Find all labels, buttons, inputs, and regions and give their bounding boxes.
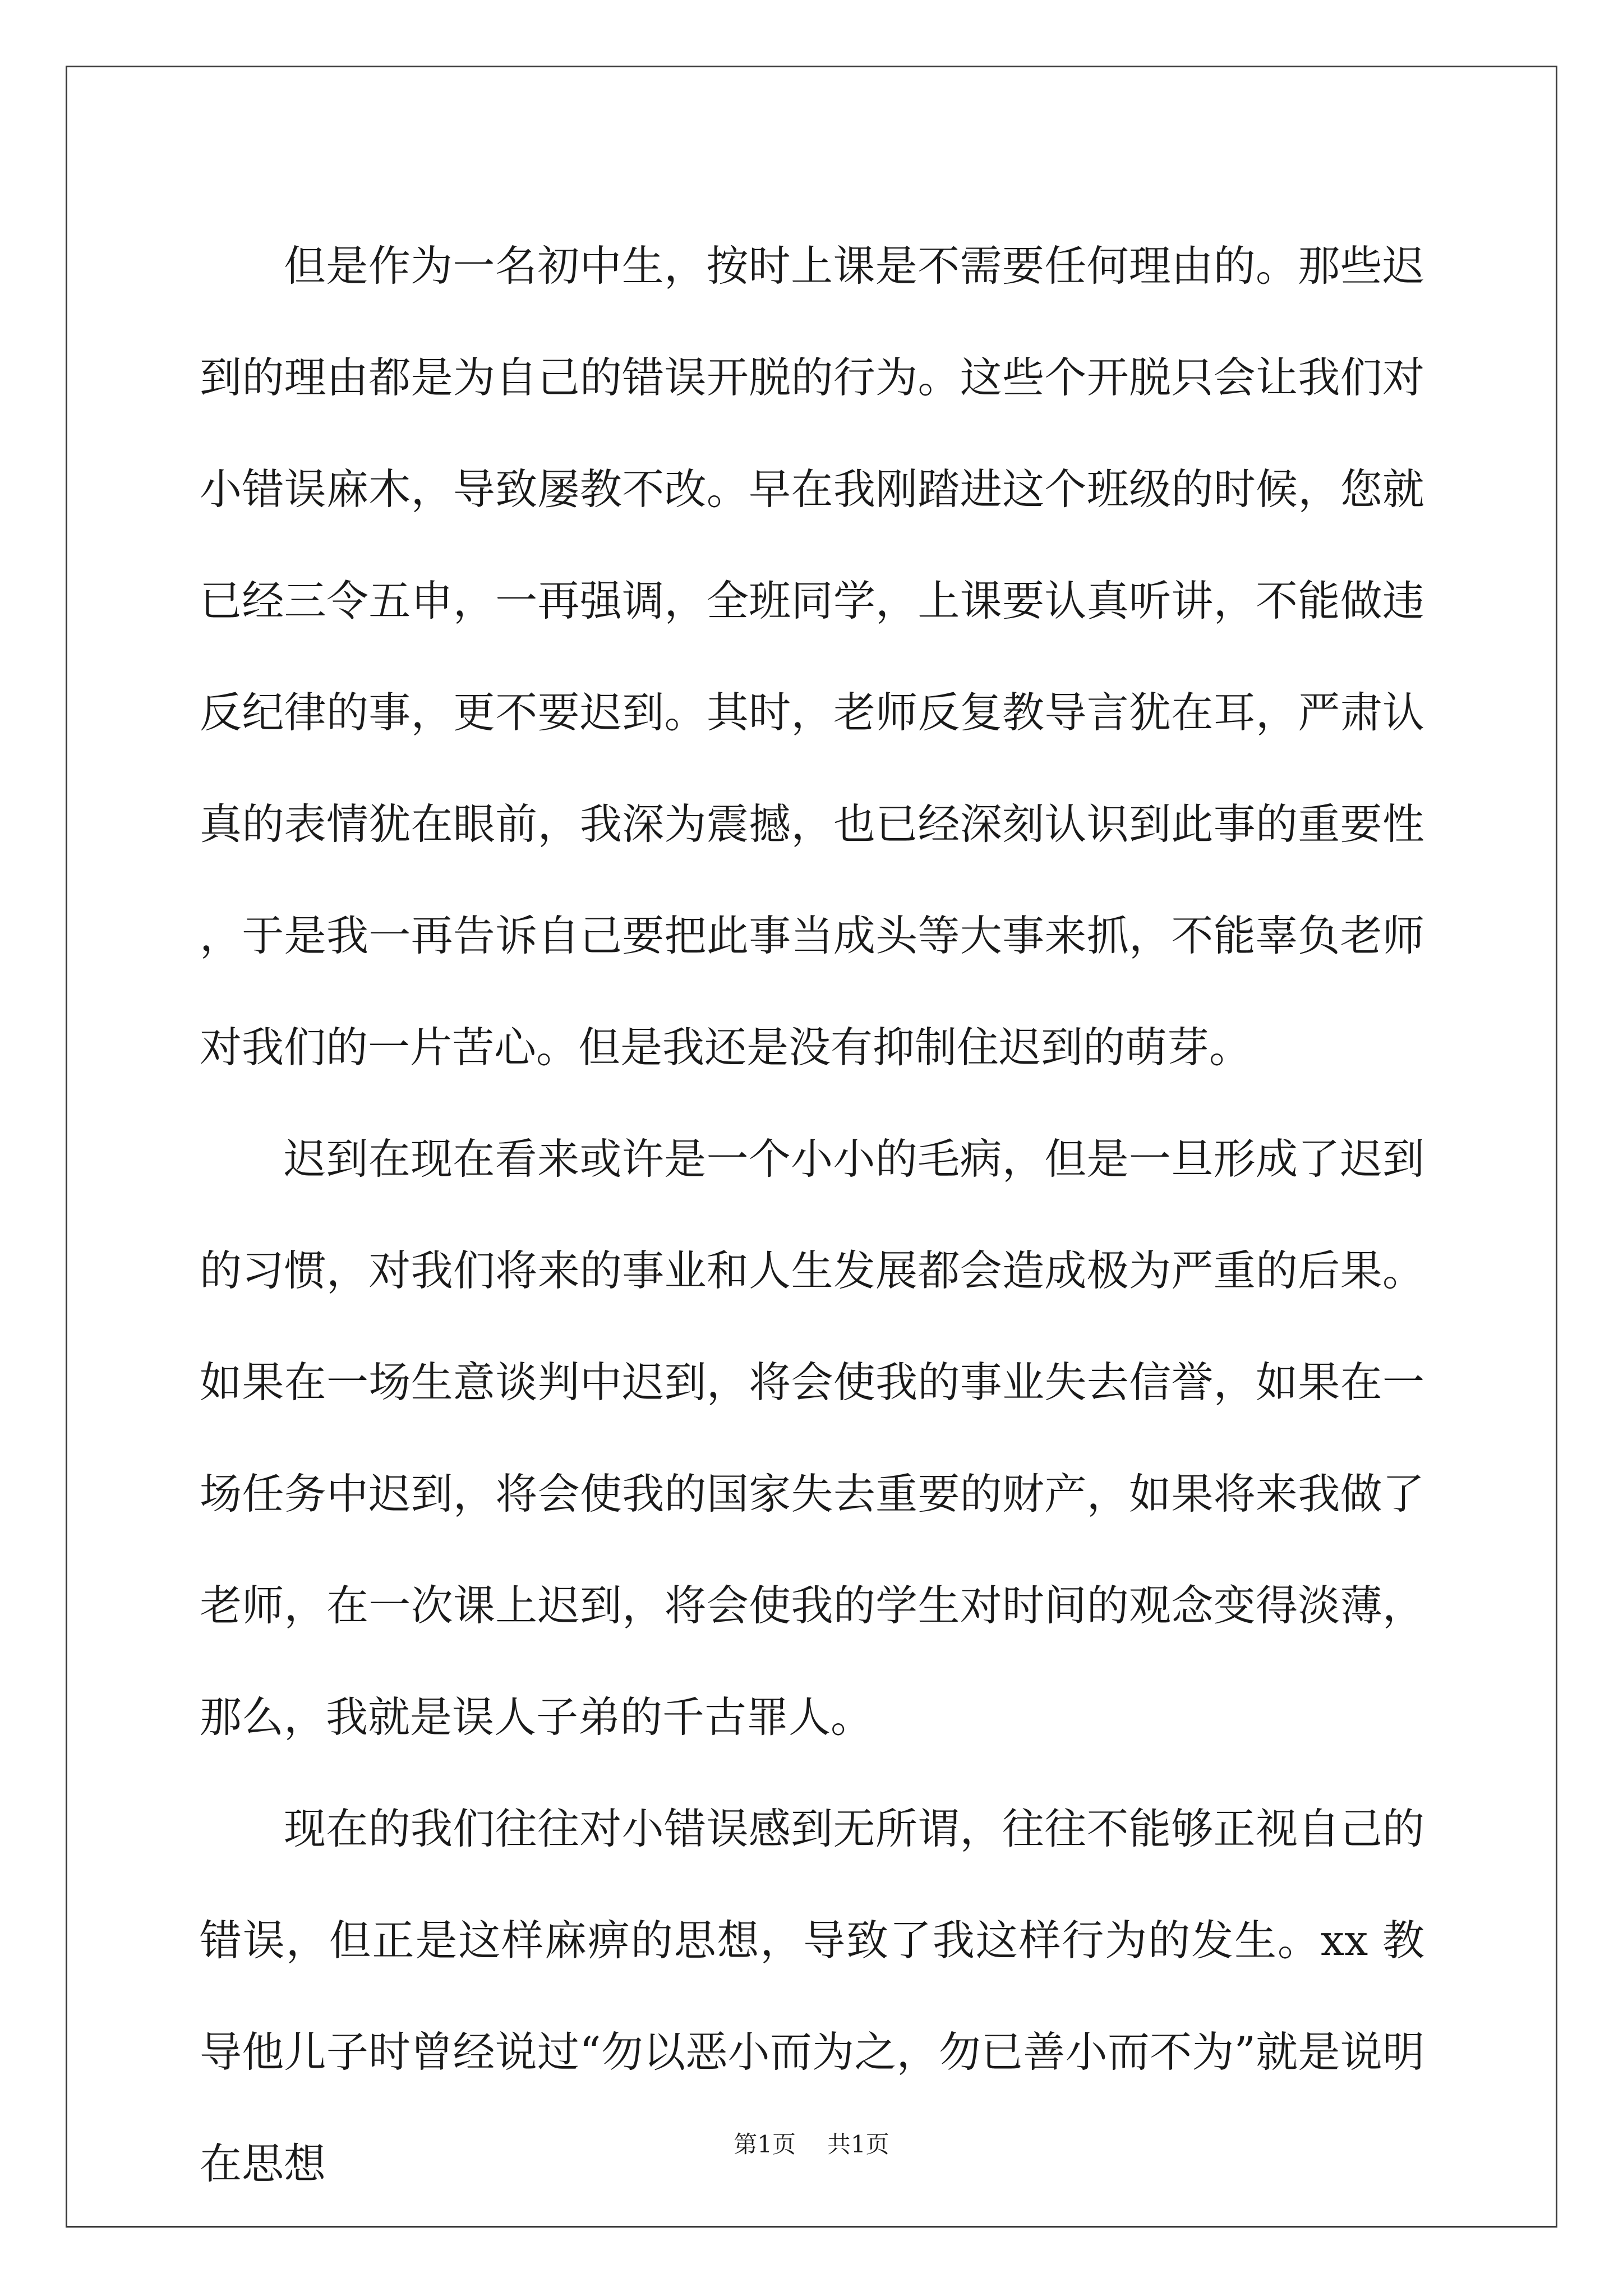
document-body [200,210,1424,2220]
page-footer [0,2131,1623,2159]
page-number: 第1页 [734,2131,796,2158]
paragraph-2: 迟到在现在看来或许是一个小小的毛病，但是一旦形成了迟到的习惯，对我们将来的事业和人生发展都会造成极为严重的后果。如果在一场生意谈判中迟到，将会使我的事业失去信誉，如果在一场任务中迟到，将会使我的国家失去重要的财产，如果将来我做了老师，在一次课上迟到，将会使我的学生对时间的观念变得淡薄，那么，我就是误人子弟的千古罪人。 [200,1134,1424,1742]
page-total: 共1页 [827,2131,889,2158]
paragraph-1: 但是作为一名初中生，按时上课是不需要任何理由的。那些迟到的理由都是为自己的错误开脱的行为。这些个开脱只会让我们对小错误麻木，导致屡教不改。早在我刚踏进这个班级的时候，您就已经三令五申，一再强调，全班同学，上课要认真听讲，不能做违反纪律的事，更不要迟到。其时，老师反复教导言犹在耳，严肃认真的表情犹在眼前，我深为震撼，也已经深刻认识到此事的重要性，于是我一再告诉自己要把此事当成头等大事来抓，不能辜负老师对我们的一片苦心。但是我还是没有抑制住迟到的萌芽。 [200,241,1424,1072]
paragraph-3: 现在的我们往往对小错误感到无所谓，往往不能够正视自己的错误，但正是这样麻痹的思想，导致了我这样行为的发生。xx 教导他儿子时曾经说过“勿以恶小而为之，勿已善小而不为”就是说明在思想 [200,1804,1424,2188]
